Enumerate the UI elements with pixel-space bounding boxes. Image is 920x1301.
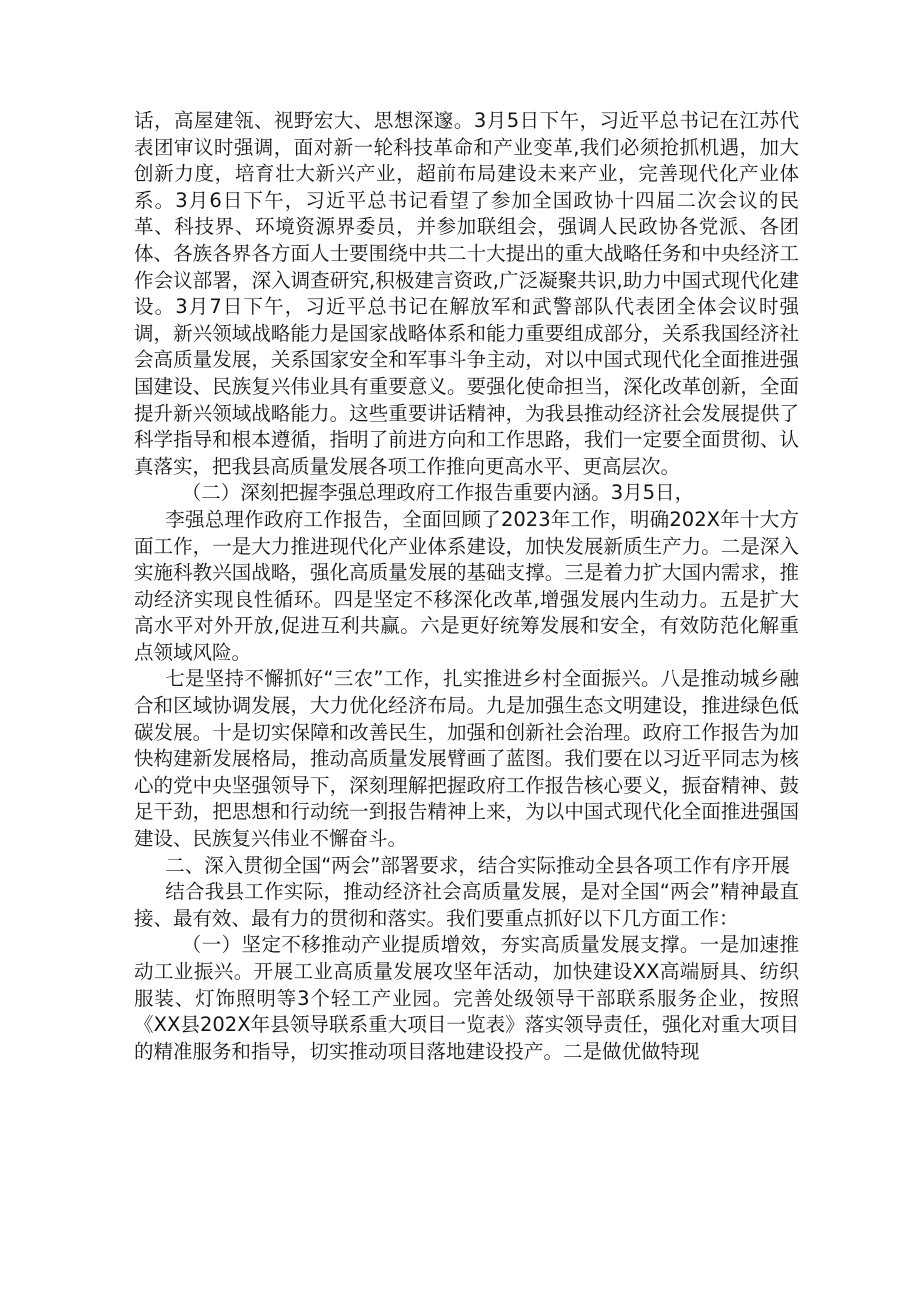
paragraph-part-two-heading: 二、深入贯彻全国“两会”部署要求，结合实际推动全县各项工作有序开展 [165,853,790,877]
paragraph-part-two-intro: 结合我县工作实际，推动经济社会高质量发展，是对全国“两会”精神最直接、最有效、最有力的贯彻和落实。我们要重点抓好以下几方面工作： [134,880,799,930]
document-body [134,108,799,1065]
paragraph-continuation: 话，高屋建瓴、视野宏大、思想深邃。3月5日下午，习近平总书记在江苏代表团审议时强调，面对新一轮科技革命和产业变革,我们必须抢抓机遇，加大创新力度，培育壮大新兴产业，超前布局建设未来产业，完善现代化产业体系。3月6日下午，习近平总书记看望了参加全国政协十四届二次会议的民革、科技界、环境资源界委员，并参加联组会，强调人民政协各党派、各团体、各族各界各方面人士要围绕中共二十大提出的重大战略任务和中央经济工作会议部署，深入调查研究,积极建言资政,广泛凝聚共识,助力中国式现代化建设。3月7日下午，习近平总书记在解放军和武警部队代表团全体会议时强调，新兴领域战略能力是国家战略体系和能力重要组成部分，关系我国经济社会高质量发展，关系国家安全和军事斗争主动，对以中国式现代化全面推进强国建设、民族复兴伟业具有重要意义。要强化使命担当，深化改革创新，全面提升新兴领域战略能力。这些重要讲话精神，为我县推动经济社会发展提供了科学指导和根本遵循，指明了前进方向和工作思路，我们一定要全面贯彻、认真落实，把我县高质量发展各项工作推向更高水平、更高层次。 [134,109,799,478]
paragraph-industry-section: （一）坚定不移推动产业提质增效，夯实高质量发展支撑。一是加速推动工业振兴。开展工业高质量发展攻坚年活动，加快建设XX高端厨具、纺织服装、灯饰照明等3个轻工产业园。完善处级领导干部联系服务企业，按照《XX县202X年县领导联系重大项目一览表》落实领导责任，强化对重大项目的精准服务和指导，切实推动项目落地建设投产。二是做优做特现 [134,933,799,1063]
paragraph-report-summary-cont: 七是坚持不懈抓好“三农”工作，扎实推进乡村全面振兴。八是推动城乡融合和区域协调发展，大力优化经济布局。九是加强生态文明建设，推进绿色低碳发展。十是切实保障和改善民生，加强和创新社会治理。政府工作报告为加快构建新发展格局，推动高质量发展臂画了蓝图。我们要在以习近平同志为核心的党中央坚强领导下，深刻理解把握政府工作报告核心要义，振奋精神、鼓足干劲，把思想和行动统一到报告精神上来，为以中国式现代化全面推进强国建设、民族复兴伟业不懈奋斗。 [134,667,799,851]
paragraph-section-heading-2: （二）深刻把握李强总理政府工作报告重要内涵。3月5日， [181,481,695,505]
paragraph-report-summary: 李强总理作政府工作报告，全面回顾了2023年工作，明确202X年十大方面工作，一是大力推进现代化产业体系建设，加快发展新质生产力。二是深入实施科教兴国战略，强化高质量发展的基础支撑。三是着力扩大国内需求，推动经济实现良性循环。四是坚定不移深化改革,增强发展内生动力。五是扩大高水平对外开放,促进互利共赢。六是更好统筹发展和安全，有效防范化解重点领域风险。 [134,507,799,664]
